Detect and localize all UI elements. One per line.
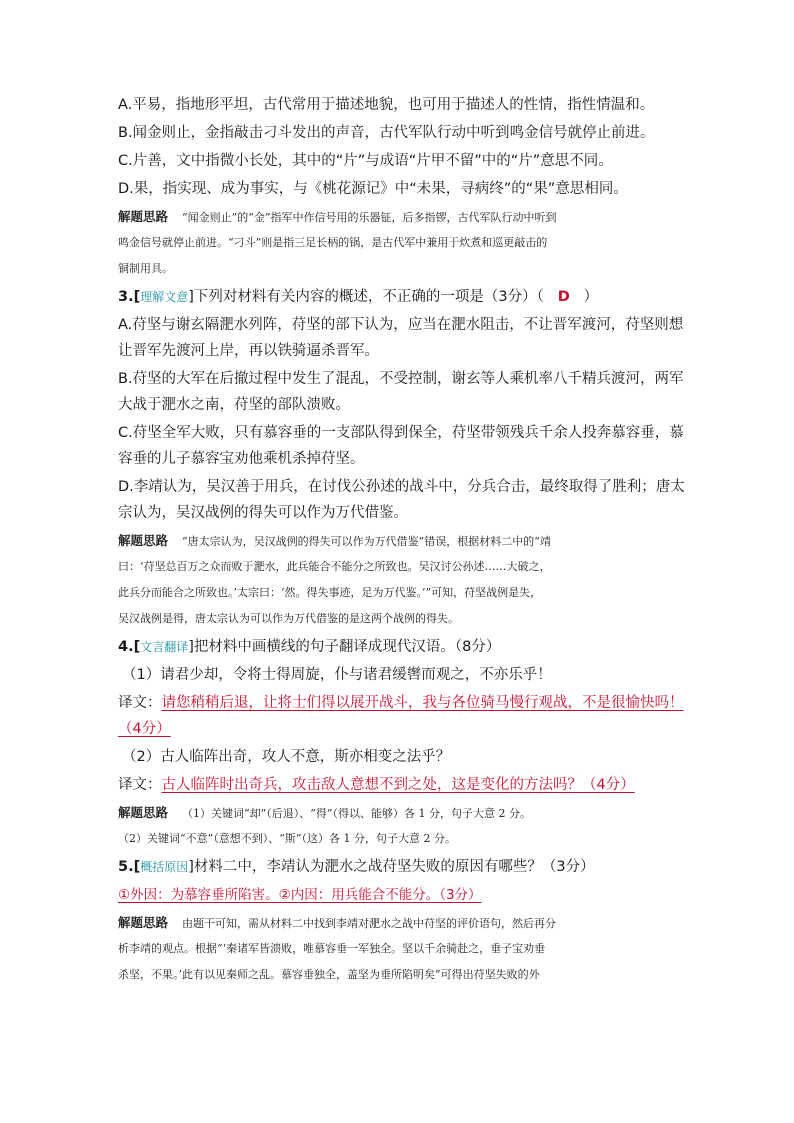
option-a: A.平易，指地形平坦，古代常用于描述地貌，也可用于描述人的性情，指性情温和。: [118, 97, 655, 113]
question-5-answer: ①外因：为慕容垂所陷害。②内因：用兵能合不能分。（3分）: [118, 887, 482, 903]
q3-option-d-line-1: D.李靖认为，吴汉善于用兵，在讨伐公孙述的战斗中，分兵合击，最终取得了胜利；唐太: [118, 479, 685, 495]
question-4-translation-1: 译文：请您稍稍后退，让将士们得以展开战斗，我与各位骑马慢行观战，不是很愉快吗！: [118, 695, 684, 711]
option-c: C.片善，文中指微小长处，其中的“片”与成语“片甲不留”中的“片”意思不同。: [118, 153, 613, 169]
q3-option-b-line-2: 大战于淝水之南，苻坚的部队溃败。: [118, 397, 350, 413]
question-4-sentence-2: （2）古人临阵出奇，攻人不意，斯亦相变之法乎？: [122, 749, 451, 765]
explanation-5-line-3: 杀坚，不果。’此有以见秦师之乱。慕容垂独全，盖坚为垂所陷明矣”可得出苻坚失败的外: [118, 968, 540, 981]
question-5-tag: 概括原因: [140, 860, 189, 874]
explanation-2-line-3: 铜制用具。: [118, 262, 173, 275]
q3-option-c-line-2: 容垂的儿子慕容宝劝他乘机杀掉苻坚。: [118, 451, 365, 467]
explanation-4-line-2: （2）关键词“不意”（意想不到）、“斯”（这）各 1 分，句子大意 2 分。: [118, 832, 456, 845]
explanation-label: 解题思路: [118, 209, 169, 224]
question-4-translation-1-score: （4分）: [118, 721, 171, 737]
q3-option-a-line-2: 让晋军先渡河上岸，再以铁骑逼杀晋军。: [118, 343, 379, 359]
question-4-translation-2: 译文：古人临阵时出奇兵，攻击敌人意想不到之处，这是变化的方法吗？（4分）: [118, 777, 635, 793]
explanation-3-line-4: 吴汉战例是得，唐太宗认为可以作为万代借鉴的是这两个战例的得失。: [118, 612, 459, 625]
question-3-stem: 3.[理解文意]下列对材料有关内容的概述，不正确的一项是（3分）（ D ）: [118, 289, 599, 305]
explanation-2-line-2: 鸣金信号就停止前进。“刁斗”则是指三足长柄的锅，是古代军中兼用于炊煮和巡更敲击的: [118, 236, 548, 249]
explanation-5-line-1: 解题思路 由题干可知，需从材料二中找到李靖对淝水之战中苻坚的评价语句，然后再分: [118, 915, 557, 930]
option-d: D.果，指实现、成为事实，与《桃花源记》中“未果，寻病终”的“果”意思相同。: [118, 181, 628, 197]
explanation-3-line-1: 解题思路 “唐太宗认为，吴汉战例的得失可以作为万代借鉴”错误，根据材料二中的“靖: [118, 533, 551, 548]
q3-option-b-line-1: B.苻坚的大军在后撤过程中发生了混乱，不受控制，谢玄等人乘机率八千精兵渡河，两军: [118, 371, 684, 387]
option-b: B.闻金则止，金指敲击刁斗发出的声音，古代军队行动中听到鸣金信号就停止前进。: [118, 125, 655, 141]
explanation-5-line-2: 析李靖的观点。根据“‘秦诸军皆溃败，唯慕容垂一军独全。坚以千余骑赴之，垂子宝劝垂: [118, 942, 546, 955]
q3-option-d-line-2: 宗认为，吴汉战例的得失可以作为万代借鉴。: [118, 505, 408, 521]
q3-option-a-line-1: A.苻坚与谢玄隔淝水列阵，苻坚的部下认为，应当在淝水阻击，不让晋军渡河，苻坚则想: [118, 317, 684, 333]
question-3-tag: 理解文意: [140, 290, 189, 304]
explanation-3-line-3: 此兵分而能合之所致也。’太宗曰：‘然。得失事迹，足为万代鉴。’”可知，苻坚战例是失，: [118, 586, 542, 599]
question-4-sentence-1: （1）请君少却，令将士得周旋，仆与诸君缓辔而观之，不亦乐乎！: [122, 667, 552, 683]
q3-option-c-line-1: C.苻坚全军大败，只有慕容垂的一支部队得到保全，苻坚带领残兵千余人投奔慕容垂，慕: [118, 425, 684, 441]
question-4-stem: 4.[文言翻译]把材料中画横线的句子翻译成现代汉语。（8分）: [118, 639, 501, 655]
explanation-3-line-2: 曰：‘苻坚总百万之众而败于淝水，此兵能合不能分之所致也。吴汉讨公孙述……大破之，: [118, 560, 551, 573]
question-4-tag: 文言翻译: [140, 640, 189, 654]
explanation-2-line-1: 解题思路 “闻金则止”的“金”指军中作信号用的乐器钲，后多指锣，古代军队行动中听到: [118, 209, 557, 224]
explanation-4-line-1: 解题思路 （1）关键词“却”（后退）、“得”（得以、能够）各 1 分，句子大意 2 分。: [118, 805, 531, 820]
question-3-answer: D: [557, 289, 570, 305]
question-5-stem: 5.[概括原因]材料二中，李靖认为淝水之战苻坚失败的原因有哪些？（3分）: [118, 859, 595, 875]
